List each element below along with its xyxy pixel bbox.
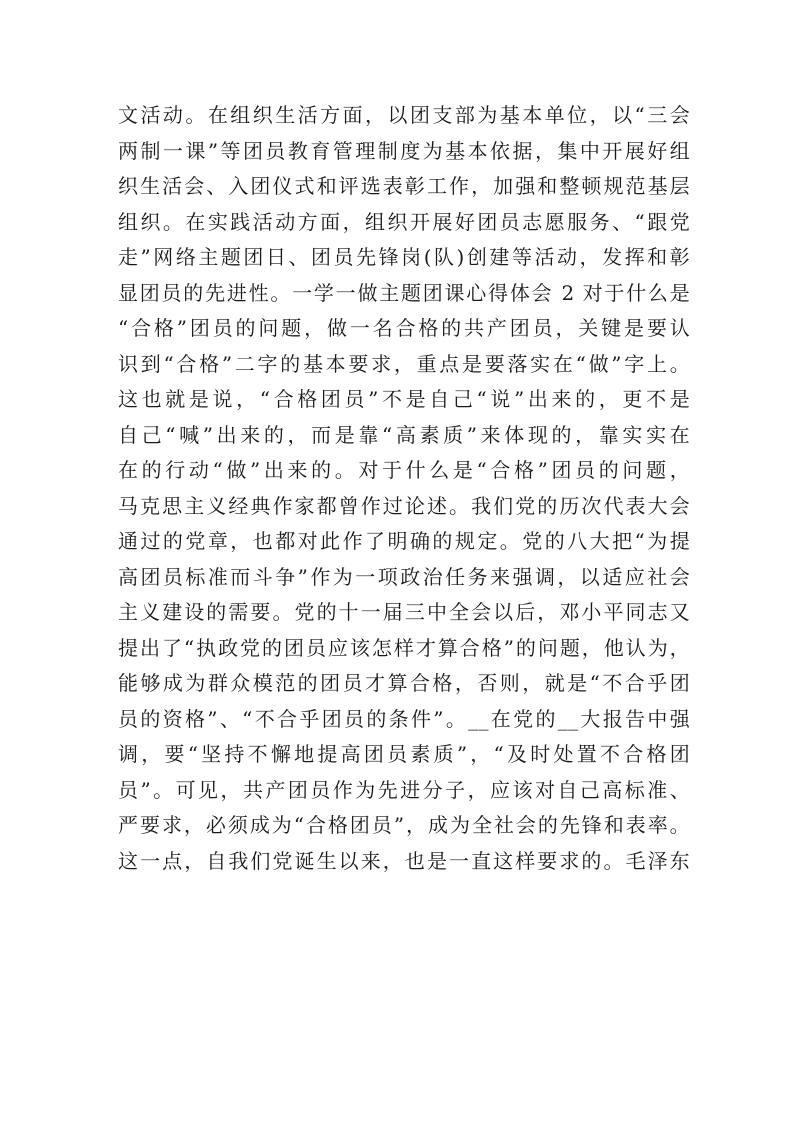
text-line: 自己“喊”出来的，而是靠“高素质”来体现的，靠实实在: [118, 422, 690, 447]
text-line: 识到“合格”二字的基本要求，重点是要落实在“做”字上。: [118, 351, 690, 376]
text-line: 通过的党章，也都对此作了明确的规定。党的八大把“为提: [118, 529, 690, 553]
text-line: “合格”团员的问题，做一名合格的共产团员，关键是要认: [118, 316, 690, 340]
text-line: 严要求，必须成为“合格团员”，成为全社会的先锋和表率。: [118, 813, 690, 837]
text-line: 主义建设的需要。党的十一届三中全会以后，邓小平同志又: [118, 600, 690, 624]
text-line: 两制一课”等团员教育管理制度为基本依据，集中开展好组: [118, 138, 690, 163]
text-line: 显团员的先进性。一学一做主题团课心得体会 2 对于什么是: [118, 280, 690, 305]
text-line: 提出了“执政党的团员应该怎样才算合格”的问题，他认为，: [118, 635, 690, 660]
body-text: [118, 98, 690, 879]
text-line: 这也就是说，“合格团员”不是自己“说”出来的，更不是: [118, 387, 690, 411]
text-line: 文活动。在组织生活方面，以团支部为基本单位，以“三会: [118, 103, 690, 127]
text-line: 员的资格”、“不合乎团员的条件”。__在党的__大报告中强: [118, 706, 690, 731]
text-line: 调，要“坚持不懈地提高团员素质”，“及时处置不合格团: [118, 742, 690, 766]
text-line: 走”网络主题团日、团员先锋岗(队)创建等活动，发挥和彰: [118, 245, 690, 269]
text-line: 高团员标准而斗争”作为一项政治任务来强调，以适应社会: [118, 564, 690, 589]
text-line: 能够成为群众模范的团员才算合格，否则，就是“不合乎团: [118, 671, 690, 695]
text-line: 员”。可见，共产团员作为先进分子，应该对自己高标准、: [118, 777, 690, 802]
text-line: 这一点，自我们党诞生以来，也是一直这样要求的。毛泽东: [118, 848, 690, 873]
text-line: 组织。在实践活动方面，组织开展好团员志愿服务、“跟党: [118, 209, 690, 234]
text-line: 马克思主义经典作家都曾作过论述。我们党的历次代表大会: [118, 493, 690, 518]
text-line: 织生活会、入团仪式和评选表彰工作，加强和整顿规范基层: [118, 174, 690, 198]
text-line: 在的行动“做”出来的。对于什么是“合格”团员的问题，: [118, 458, 690, 482]
